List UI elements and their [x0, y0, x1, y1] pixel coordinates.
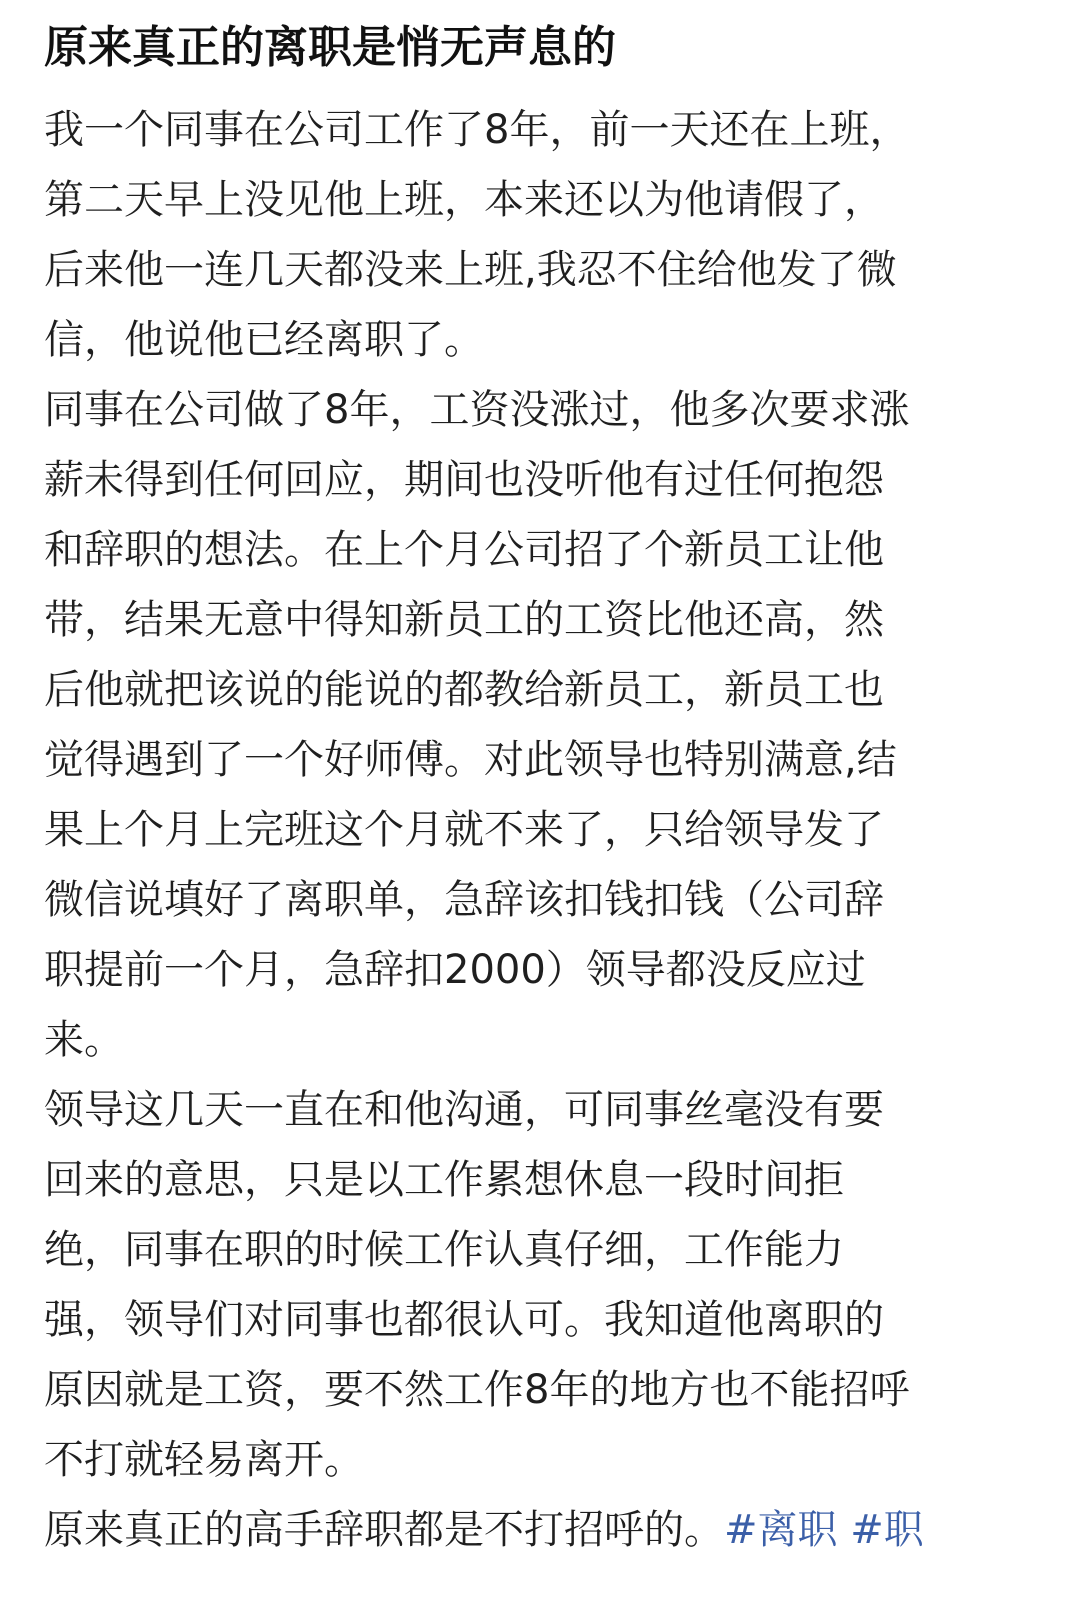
body-line: 果上个月上完班这个月就不来了，只给领导发了 — [44, 807, 884, 853]
body-line: 不打就轻易离开。 — [44, 1437, 364, 1483]
hashtag-link[interactable]: #职 — [850, 1507, 924, 1553]
body-line: 来。 — [44, 1017, 124, 1063]
closing-sentence: 原来真正的高手辞职都是不打招呼的。 — [44, 1507, 724, 1553]
body-line: 第二天早上没见他上班，本来还以为他请假了， — [44, 177, 884, 223]
body-line: 同事在公司做了8年，工资没涨过，他多次要求涨 — [44, 387, 910, 433]
hashtag-link[interactable]: #离职 — [724, 1507, 838, 1553]
body-line: 后他就把该说的能说的都教给新员工，新员工也 — [44, 667, 884, 713]
body-line: 后来他一连几天都没来上班,我忍不住给他发了微 — [44, 247, 897, 293]
body-line: 职提前一个月，急辞扣2000）领导都没反应过 — [44, 947, 866, 993]
body-line: 信，他说他已经离职了。 — [44, 317, 484, 363]
body-line: 薪未得到任何回应，期间也没听他有过任何抱怨 — [44, 457, 884, 503]
body-line: 和辞职的想法。在上个月公司招了个新员工让他 — [44, 527, 884, 573]
body-line: 觉得遇到了一个好师傅。对此领导也特别满意,结 — [44, 737, 897, 783]
last-line — [44, 1495, 1064, 1565]
post-body — [44, 95, 1064, 1565]
body-line: 原因就是工资，要不然工作8年的地方也不能招呼 — [44, 1367, 910, 1413]
body-line: 带，结果无意中得知新员工的工资比他还高，然 — [44, 597, 884, 643]
body-line: 我一个同事在公司工作了8年，前一天还在上班， — [44, 107, 910, 153]
body-line: 强，领导们对同事也都很认可。我知道他离职的 — [44, 1297, 884, 1343]
body-line: 回来的意思，只是以工作累想休息一段时间拒 — [44, 1157, 844, 1203]
post-title: 原来真正的离职是悄无声息的 — [44, 22, 616, 73]
body-line: 微信说填好了离职单，急辞该扣钱扣钱（公司辞 — [44, 877, 884, 923]
body-line: 绝，同事在职的时候工作认真仔细，工作能力 — [44, 1227, 844, 1273]
body-line: 领导这几天一直在和他沟通，可同事丝毫没有要 — [44, 1087, 884, 1133]
